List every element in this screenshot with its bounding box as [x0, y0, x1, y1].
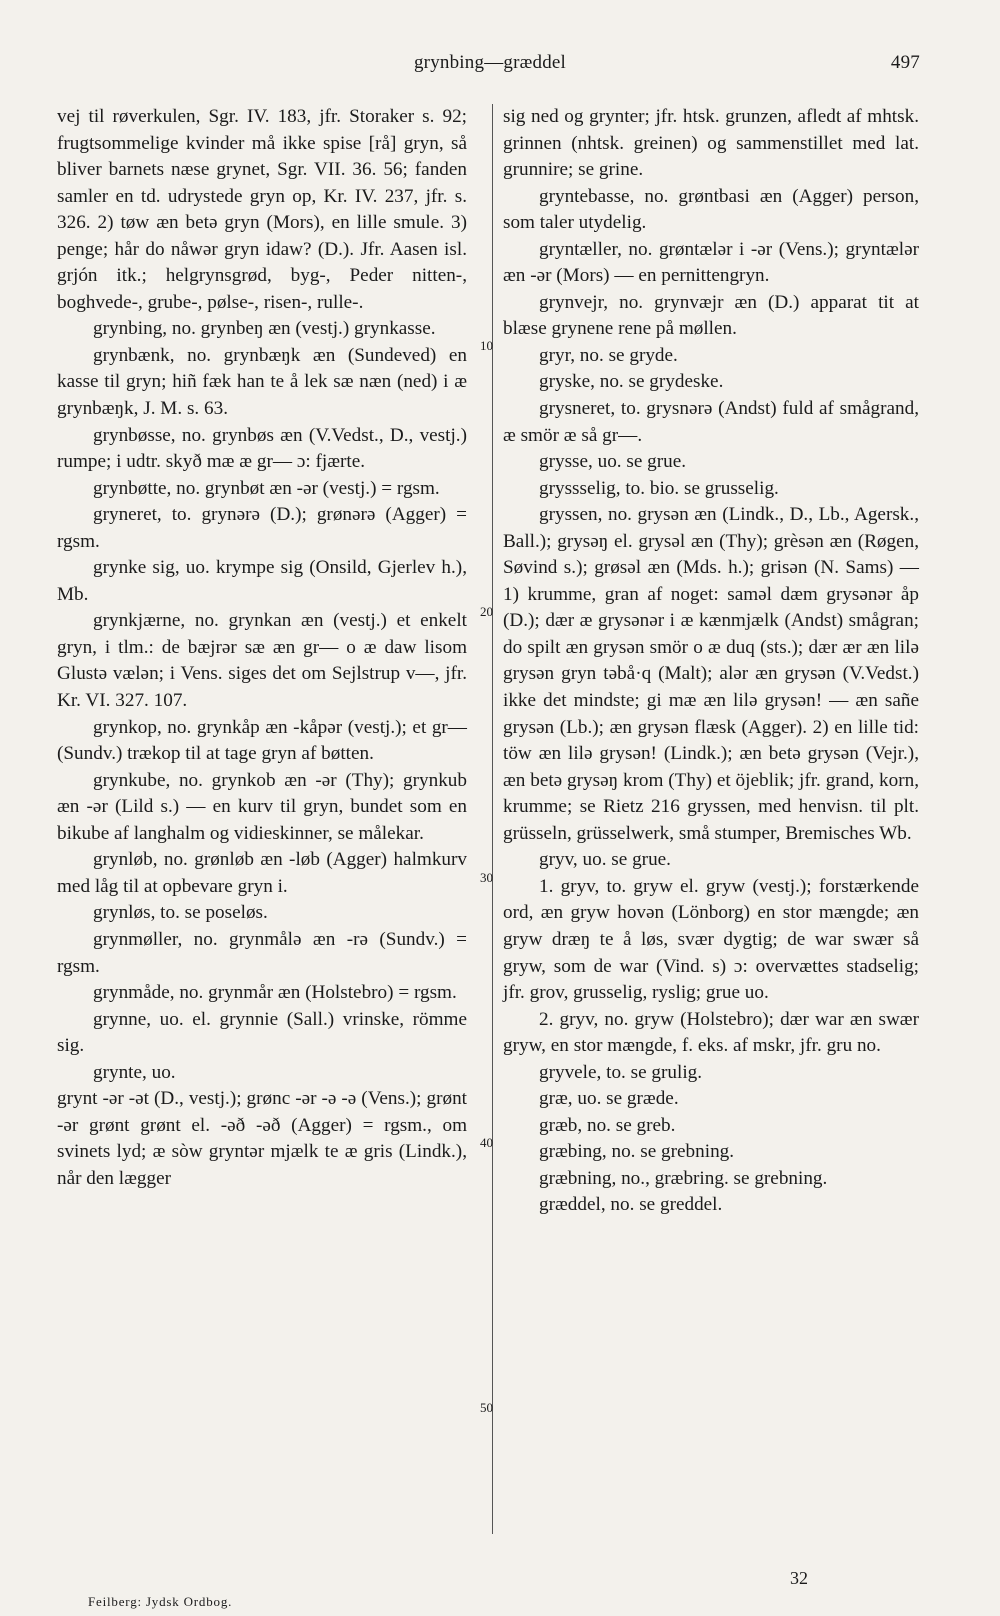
- entry-paragraph: 2. gryv, no. gryw (Holstebro); dær war æn swær gryw, en stor mængde, f. eks. af mskr, jfr. gru no.: [503, 1008, 919, 1057]
- entry-paragraph: grynne, uo. el. grynnie (Sall.) vrinske, römme sig.: [57, 1008, 467, 1057]
- signature-mark: 32: [790, 1568, 808, 1588]
- entry-paragraph: græb, no. se greb.: [539, 1114, 676, 1136]
- entry-paragraph: grynkjærne, no. grynkan æn (vestj.) et enkelt gryn, i tlm.: de bæjrər sæ æn gr— o æ daw lisom Glustə vælən; i Vens. siges det om Sejlstrup v—, jfr. Kr. VI. 327. 107.: [57, 610, 467, 712]
- entry-paragraph: grynke sig, uo. krympe sig (Onsild, Gjerlev h.), Mb.: [57, 557, 467, 605]
- entry-paragraph: gryske, no. se grydeske.: [539, 371, 724, 393]
- entry-paragraph: gryssselig, to. bio. se grusselig.: [539, 477, 779, 499]
- entry-paragraph: gryntebasse, no. grøntbasi æn (Agger) person, som taler utydelig.: [503, 185, 919, 234]
- entry-paragraph: grynte, uo.: [93, 1061, 176, 1083]
- entry-paragraph: grynbing, no. grynbeŋ æn (vestj.) grynkasse.: [93, 318, 436, 340]
- entry-paragraph: grynløb, no. grønløb æn -løb (Agger) halmkurv med låg til at opbevare gryn i.: [57, 849, 467, 897]
- entry-paragraph: grynmøller, no. grynmålə æn -rə (Sundv.) = rgsm.: [57, 928, 467, 977]
- column-divider: [492, 104, 493, 1534]
- entry-paragraph: gryv, uo. se grue.: [539, 849, 671, 871]
- entry-paragraph: græbing, no. se grebning.: [539, 1141, 735, 1163]
- entry-paragraph: grynbøsse, no. grynbøs æn (V.Vedst., D., vestj.) rumpe; i udtr. skyð mæ æ gr— ɔ: fjærte.: [57, 424, 467, 473]
- line-number: 40: [480, 1135, 493, 1150]
- line-number: 50: [480, 1400, 493, 1415]
- entry-paragraph: græddel, no. se greddel.: [539, 1194, 723, 1216]
- entry-paragraph: grynbænk, no. grynbæŋk æn (Sundeved) en kasse til gryn; hiñ fæk han te å lek sæ næn (ned) i æ grynbæŋk, J. M. s. 63.: [57, 344, 467, 420]
- page-number: 497: [890, 52, 920, 73]
- entry-paragraph: gryr, no. se gryde.: [539, 344, 678, 366]
- entry-paragraph: sig ned og grynter; jfr. htsk. grunzen, afledt af mhtsk. grinnen (nhtsk. greinen) og sammenstillet med lat. grunnire; se grine.: [503, 106, 919, 181]
- left-column: [57, 104, 467, 1192]
- entry-paragraph: gryvele, to. se grulig.: [539, 1061, 703, 1083]
- entry-paragraph: grysse, uo. se grue.: [539, 451, 687, 473]
- right-column: [503, 104, 919, 1219]
- entry-paragraph: grynløs, to. se poseløs.: [93, 902, 268, 924]
- running-head-title: grynbing—græddel: [413, 52, 567, 73]
- running-head: [60, 52, 920, 78]
- entry-paragraph: 1. gryv, to. gryw el. gryw (vestj.); forstærkende ord, æn gryw hovən (Lönborg) en stor mængde; æn gryw dræŋ te å løs, svær dygtig; de war swær så gryw, som de war (Vind. s) ɔ: overvættes stadselig; jfr. grov, grusselig, ryslig; grue uo.: [503, 875, 919, 1004]
- entry-paragraph: grynmåde, no. grynmår æn (Holstebro) = rgsm.: [93, 982, 457, 1004]
- entry-paragraph: gryssen, no. grysən æn (Lindk., D., Lb., Agersk., Ball.); grysəŋ el. grysəl æn (Thy); grèsən æn (Røgen, Søvind s.); grøsəl æn (Mds. h.); grisən (N. Sams) — 1) krumme, gran af noget: saməl dæm grysənər åp (D.); dær æ grysənər i æ kænmjælk (Andst) smågran; do spilt æn grysən smör o æ duq (sts.); dær ær æn lilə grysən gryn təbå·q (Malt); alər æn grysən (V.Vedst.) ikke det mindste; gi mæ æn lilə grysən! — æn sañe grysən (Lb.); æn grysən flæsk (Agger). 2) en lille tid: töw æn lilə grysən! (Lindk.); æn betə grysən (Vejr.), æn betə grysəŋ krom (Thy) et öjeblik; jfr. grand, korn, krumme; se Rietz 216 gryssen, med henvisn. til plt. grüsseln, grüsselwerk, små stumper, Bremisches Wb.: [503, 504, 919, 844]
- entry-paragraph: grynvejr, no. grynvæjr æn (D.) apparat tit at blæse grynene rene på møllen.: [503, 291, 919, 340]
- entry-paragraph: vej til røverkulen, Sgr. IV. 183, jfr. Storaker s. 92; frugtsommelige kvinder må ikke spise [rå] gryn, så bliver barnets næse grynet, Sgr. VII. 36. 56; fanden samler en td. udrystede gryn op, Kr. IV. 237, jfr. s. 326. 2) tøw æn betə gryn (Mors), en lille smule. 3) penge; hår do nåwər gryn idaw? (D.). Jfr. Aasen isl. grjón itk.; helgrynsgrød, byg-, Peder nitten-, boghvede-, grube-, pølse-, risen-, rulle-.: [57, 106, 467, 313]
- entry-paragraph: græbning, no., græbring. se grebning.: [539, 1167, 828, 1189]
- entry-paragraph: gryneret, to. grynərə (D.); grønərə (Agger) = rgsm.: [57, 504, 467, 552]
- footer-credit: Feilberg: Jydsk Ordbog.: [88, 1594, 233, 1609]
- entry-paragraph: grynkube, no. grynkob æn -ər (Thy); grynkub æn -ər (Lild s.) — en kurv til gryn, bundet som en bikube af langhalm og vidieskinner, se målekar.: [57, 769, 467, 844]
- line-number: 20: [480, 604, 493, 619]
- entry-paragraph: grynkop, no. grynkåp æn -kåpər (vestj.); et gr— (Sundv.) trækop til at tage gryn af bøtten.: [57, 716, 467, 765]
- entry-paragraph: gryntæller, no. grøntælər i -ər (Vens.); gryntælər æn -ər (Mors) — en pernittengryn.: [503, 238, 919, 287]
- line-number: 10: [480, 338, 493, 353]
- entry-paragraph: græ, uo. se græde.: [539, 1088, 679, 1110]
- entry-paragraph: grynt -ər -ət (D., vestj.); grønc -ər -ə -ə (Vens.); grønt -ər grønt grønt el. -əð -əð (Agger) = rgsm., om svinets lyd; æ sòw gryntər mjælk te æ gris (Lindk.), når den lægger: [57, 1088, 467, 1189]
- line-number: 30: [480, 870, 493, 885]
- entry-paragraph: grynbøtte, no. grynbøt æn -ər (vestj.) = rgsm.: [93, 477, 440, 499]
- entry-paragraph: grysneret, to. grysnərə (Andst) fuld af smågrand, æ smör æ så gr—.: [503, 398, 919, 446]
